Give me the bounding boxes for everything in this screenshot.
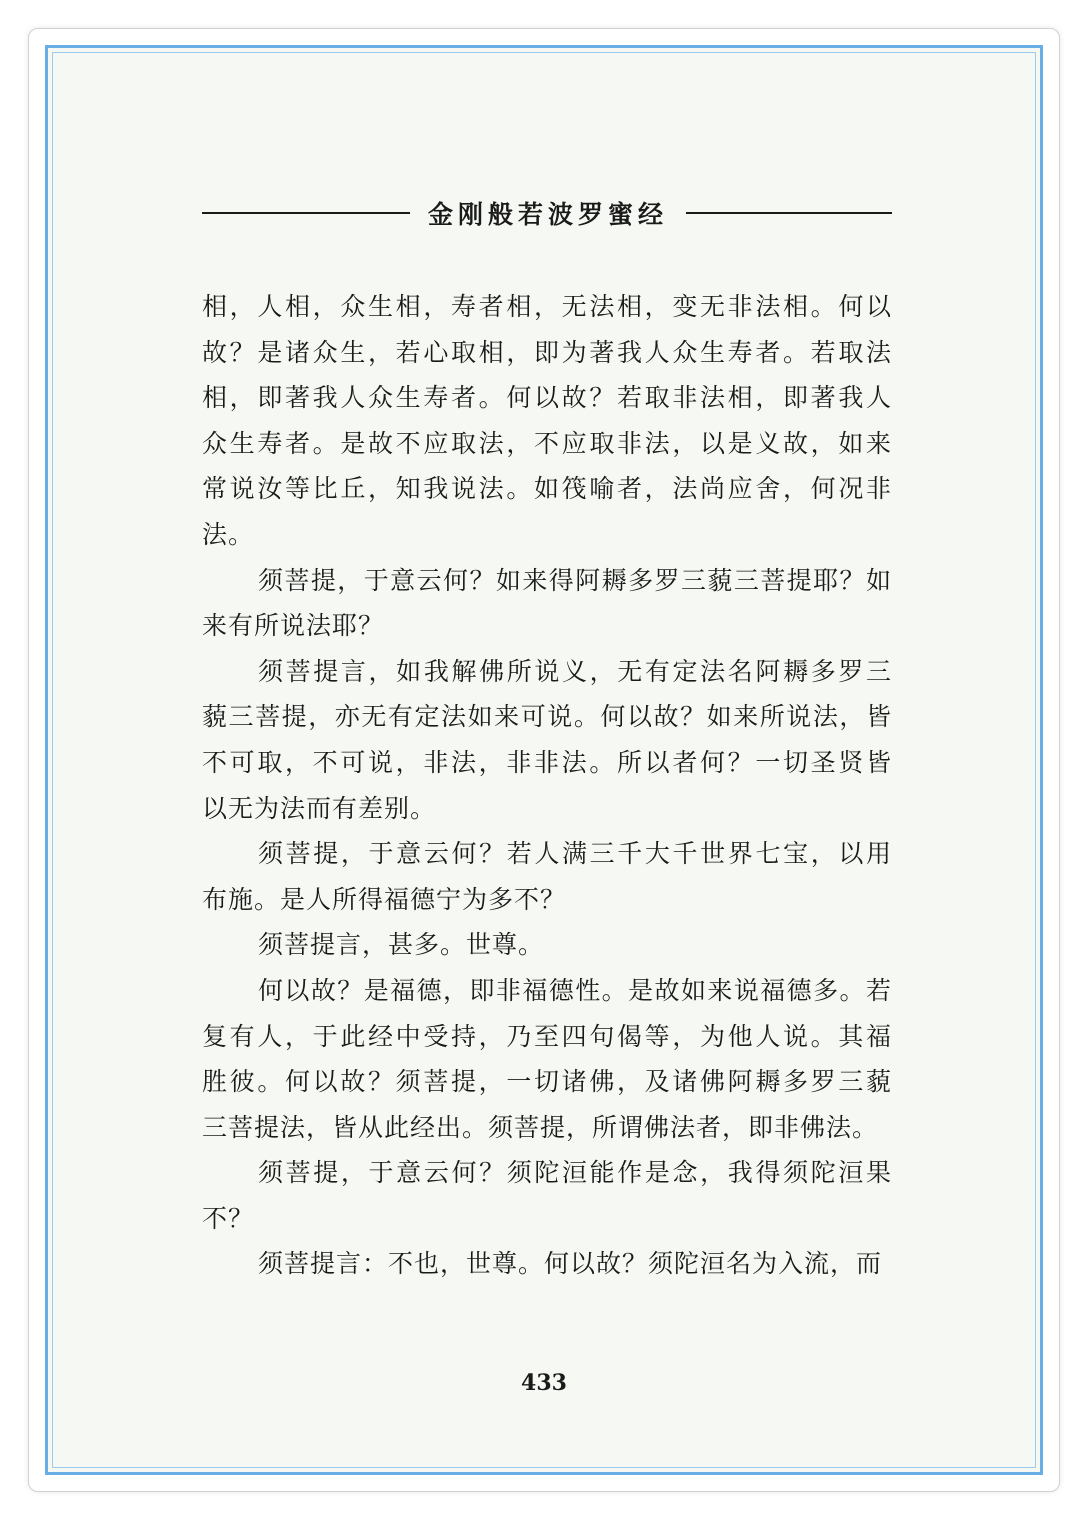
text-line: 不可取，不可说，非法，非非法。所以者何？一切圣贤皆 xyxy=(202,747,892,777)
header-title: 金刚般若波罗蜜经 xyxy=(427,200,668,229)
text-line: 布施。是人所得福德宁为多不？ xyxy=(202,884,567,914)
text-line: 常说汝等比丘，知我说法。如筏喻者，法尚应舍，何况非 xyxy=(202,474,892,504)
text-line: 胜彼。何以故？须菩提，一切诸佛，及诸佛阿耨多罗三藐 xyxy=(202,1067,892,1097)
text-line: 来有所说法耶？ xyxy=(202,611,385,641)
paragraph xyxy=(202,831,892,922)
paragraph xyxy=(202,1150,892,1241)
text-line: 藐三菩提，亦无有定法如来可说。何以故？如来所说法，皆 xyxy=(202,702,892,732)
text-line: 须菩提言，甚多。世尊。 xyxy=(258,930,545,960)
paragraph xyxy=(202,922,892,968)
text-line: 相，即著我人众生寿者。何以故？若取非法相，即著我人 xyxy=(202,383,892,413)
text-line: 三菩提法，皆从此经出。须菩提，所谓佛法者，即非佛法。 xyxy=(202,1112,879,1142)
text-line: 众生寿者。是故不应取法，不应取非法，以是义故，如来 xyxy=(202,428,892,458)
paragraph xyxy=(202,649,892,831)
text-line: 须菩提言：不也，世尊。何以故？须陀洹名为入流，而 xyxy=(258,1249,883,1279)
paragraph xyxy=(202,558,892,649)
body-text xyxy=(202,284,892,1287)
text-line: 不？ xyxy=(202,1203,255,1233)
text-line: 法。 xyxy=(202,519,255,549)
header-rule-left xyxy=(202,212,410,214)
text-line: 故？是诸众生，若心取相，即为著我人众生寿者。若取法 xyxy=(202,337,892,367)
text-line: 何以故？是福德，即非福德性。是故如来说福德多。若 xyxy=(258,975,892,1005)
paragraph xyxy=(202,968,892,1150)
text-line: 须菩提言，如我解佛所说义，无有定法名阿耨多罗三 xyxy=(258,656,892,686)
page-number: 433 xyxy=(521,1370,567,1396)
text-line: 相，人相，众生相，寿者相，无法相，变无非法相。何以 xyxy=(202,292,892,321)
paragraph xyxy=(202,1241,892,1287)
text-line: 须菩提，于意云何？须陀洹能作是念，我得须陀洹果 xyxy=(258,1158,892,1188)
text-line: 复有人，于此经中受持，乃至四句偈等，为他人说。其福 xyxy=(202,1021,892,1051)
text-line: 以无为法而有差别。 xyxy=(202,793,437,823)
header-rule-right xyxy=(686,212,892,214)
running-header xyxy=(202,194,892,230)
text-line: 须菩提，于意云何？若人满三千大千世界七宝，以用 xyxy=(258,839,892,869)
paragraph xyxy=(202,284,892,558)
text-line: 须菩提，于意云何？如来得阿耨多罗三藐三菩提耶？如 xyxy=(258,565,892,595)
